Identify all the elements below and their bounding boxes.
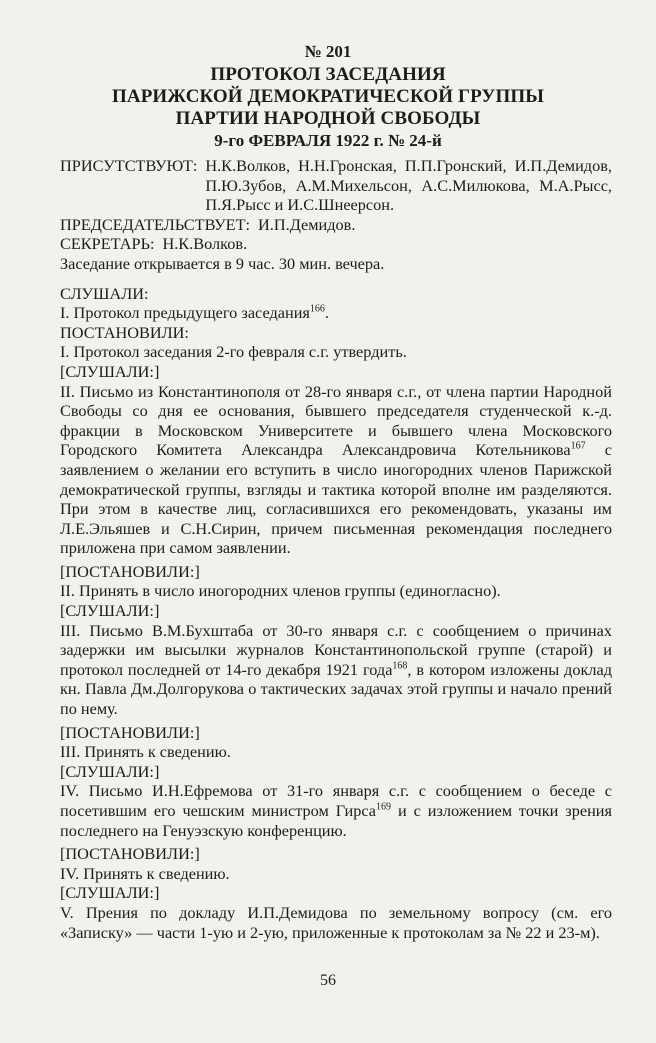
- heard-label-4: [СЛУШАЛИ:]: [60, 761, 160, 781]
- title-line-3: ПАРТИИ НАРОДНОЙ СВОБОДЫ: [175, 108, 481, 129]
- chair-label: ПРЕДСЕДАТЕЛЬСТВУЕТ:: [60, 214, 251, 234]
- present-label: ПРИСУТСТВУЮТ:: [60, 156, 198, 175]
- secretary-name: Н.К.Волков.: [162, 234, 248, 254]
- chair-block: [60, 215, 612, 235]
- title-line-2: ПАРИЖСКОЙ ДЕМОКРАТИЧЕСКОЙ ГРУППЫ: [112, 86, 544, 107]
- heard-label-2: [СЛУШАЛИ:]: [60, 361, 160, 381]
- document-number: № 201: [304, 42, 352, 61]
- resolved-label-2: [ПОСТАНОВИЛИ:]: [60, 561, 200, 581]
- footnote-ref-168: 168: [392, 660, 408, 672]
- footnote-ref-166: 166: [309, 303, 325, 315]
- attendees-block: [60, 156, 612, 215]
- heard-item-5: V. Прения по докладу И.П.Демидова по земельному вопросу (см. его «Записку» — части 1-ую и 2-ую, приложенные к протоколам за № 22 и 23-м).: [60, 902, 612, 942]
- secretary-block: [60, 234, 612, 254]
- document-header: [40, 40, 616, 152]
- secretary-label: СЕКРЕТАРЬ:: [60, 234, 155, 254]
- title-line-1: ПРОТОКОЛ ЗАСЕДАНИЯ: [210, 64, 446, 85]
- resolved-item-4: IV. Принять к сведению.: [60, 863, 230, 883]
- resolved-item-2: II. Принять в число иногородних членов группы (единогласно).: [60, 581, 501, 601]
- document-date: 9-го ФЕВРАЛЯ 1922 г. № 24-й: [214, 131, 442, 150]
- footnote-ref-167: 167: [570, 440, 586, 452]
- heard-label-5: [СЛУШАЛИ:]: [60, 883, 160, 903]
- resolved-item-3: III. Принять к сведению.: [60, 742, 231, 762]
- resolved-item-1: I. Протокол заседания 2-го февраля с.г. утвердить.: [60, 342, 407, 362]
- resolved-label-4: [ПОСТАНОВИЛИ:]: [60, 844, 200, 864]
- resolved-label-1: ПОСТАНОВИЛИ:: [60, 322, 189, 342]
- heard-label-1: СЛУШАЛИ:: [60, 283, 149, 303]
- heard-item-1: I. Протокол предыдущего заседания$^{166}$.: [60, 303, 329, 323]
- footnote-ref-169: 169: [376, 801, 392, 813]
- resolved-label-3: [ПОСТАНОВИЛИ:]: [60, 722, 200, 742]
- heard-item-2: II. Письмо из Константинополя от 28-го января с.г., от члена партии Народной Свободы со дня ее основания, бывшего председателя студенческой к.-д. фракции в Московском Университете и бывшего члена Московского Городского Комитета Александра Александровича Котельникова$^{167}$ с заявлением о желании его вступить в число иногородних членов Парижской демократической группы, взгляды и тактика которой вполне им разделяются. При этом в качестве лиц, согласившихся его рекомендовать, указаны им Л.Е.Эльяшев и С.Н.Сирин, причем письменная рекомендация последнего приложена при самом заявлении.: [60, 381, 613, 558]
- heard-item-4: IV. Письмо И.Н.Ефремова от 31-го января с.г. с сообщением о беседе с посетившим его чешским министром Гирса$^{169}$ и с изложением точки зрения последнего на Генуэзскую конференцию.: [60, 781, 613, 840]
- heard-item-3: III. Письмо В.М.Бухштаба от 30-го января с.г. с сообщением о причинах задержки им высылки журналов Константинопольской группе (старой) и протокол последней от 14-го декабря 1921 года$^{168}$, в котором изложены доклад кн. Павла Дм.Долгорукова о тактических задачах этой группы и начало прений по нему.: [60, 620, 613, 719]
- present-names: Н.К.Волков, Н.Н.Гронская, П.П.Гронский, И.П.Демидов, П.Ю.Зубов, А.М.Михельсон, А.С.Милюкова, М.А.Рысс, П.Я.Рысс и И.С.Шнеерсон.: [205, 156, 612, 215]
- heard-label-3: [СЛУШАЛИ:]: [60, 601, 160, 621]
- chair-name: И.П.Демидов.: [258, 214, 356, 234]
- protocol-body: [60, 156, 612, 942]
- opening-line: Заседание открывается в 9 час. 30 мин. вечера.: [60, 253, 385, 273]
- page-number: 56: [320, 972, 336, 989]
